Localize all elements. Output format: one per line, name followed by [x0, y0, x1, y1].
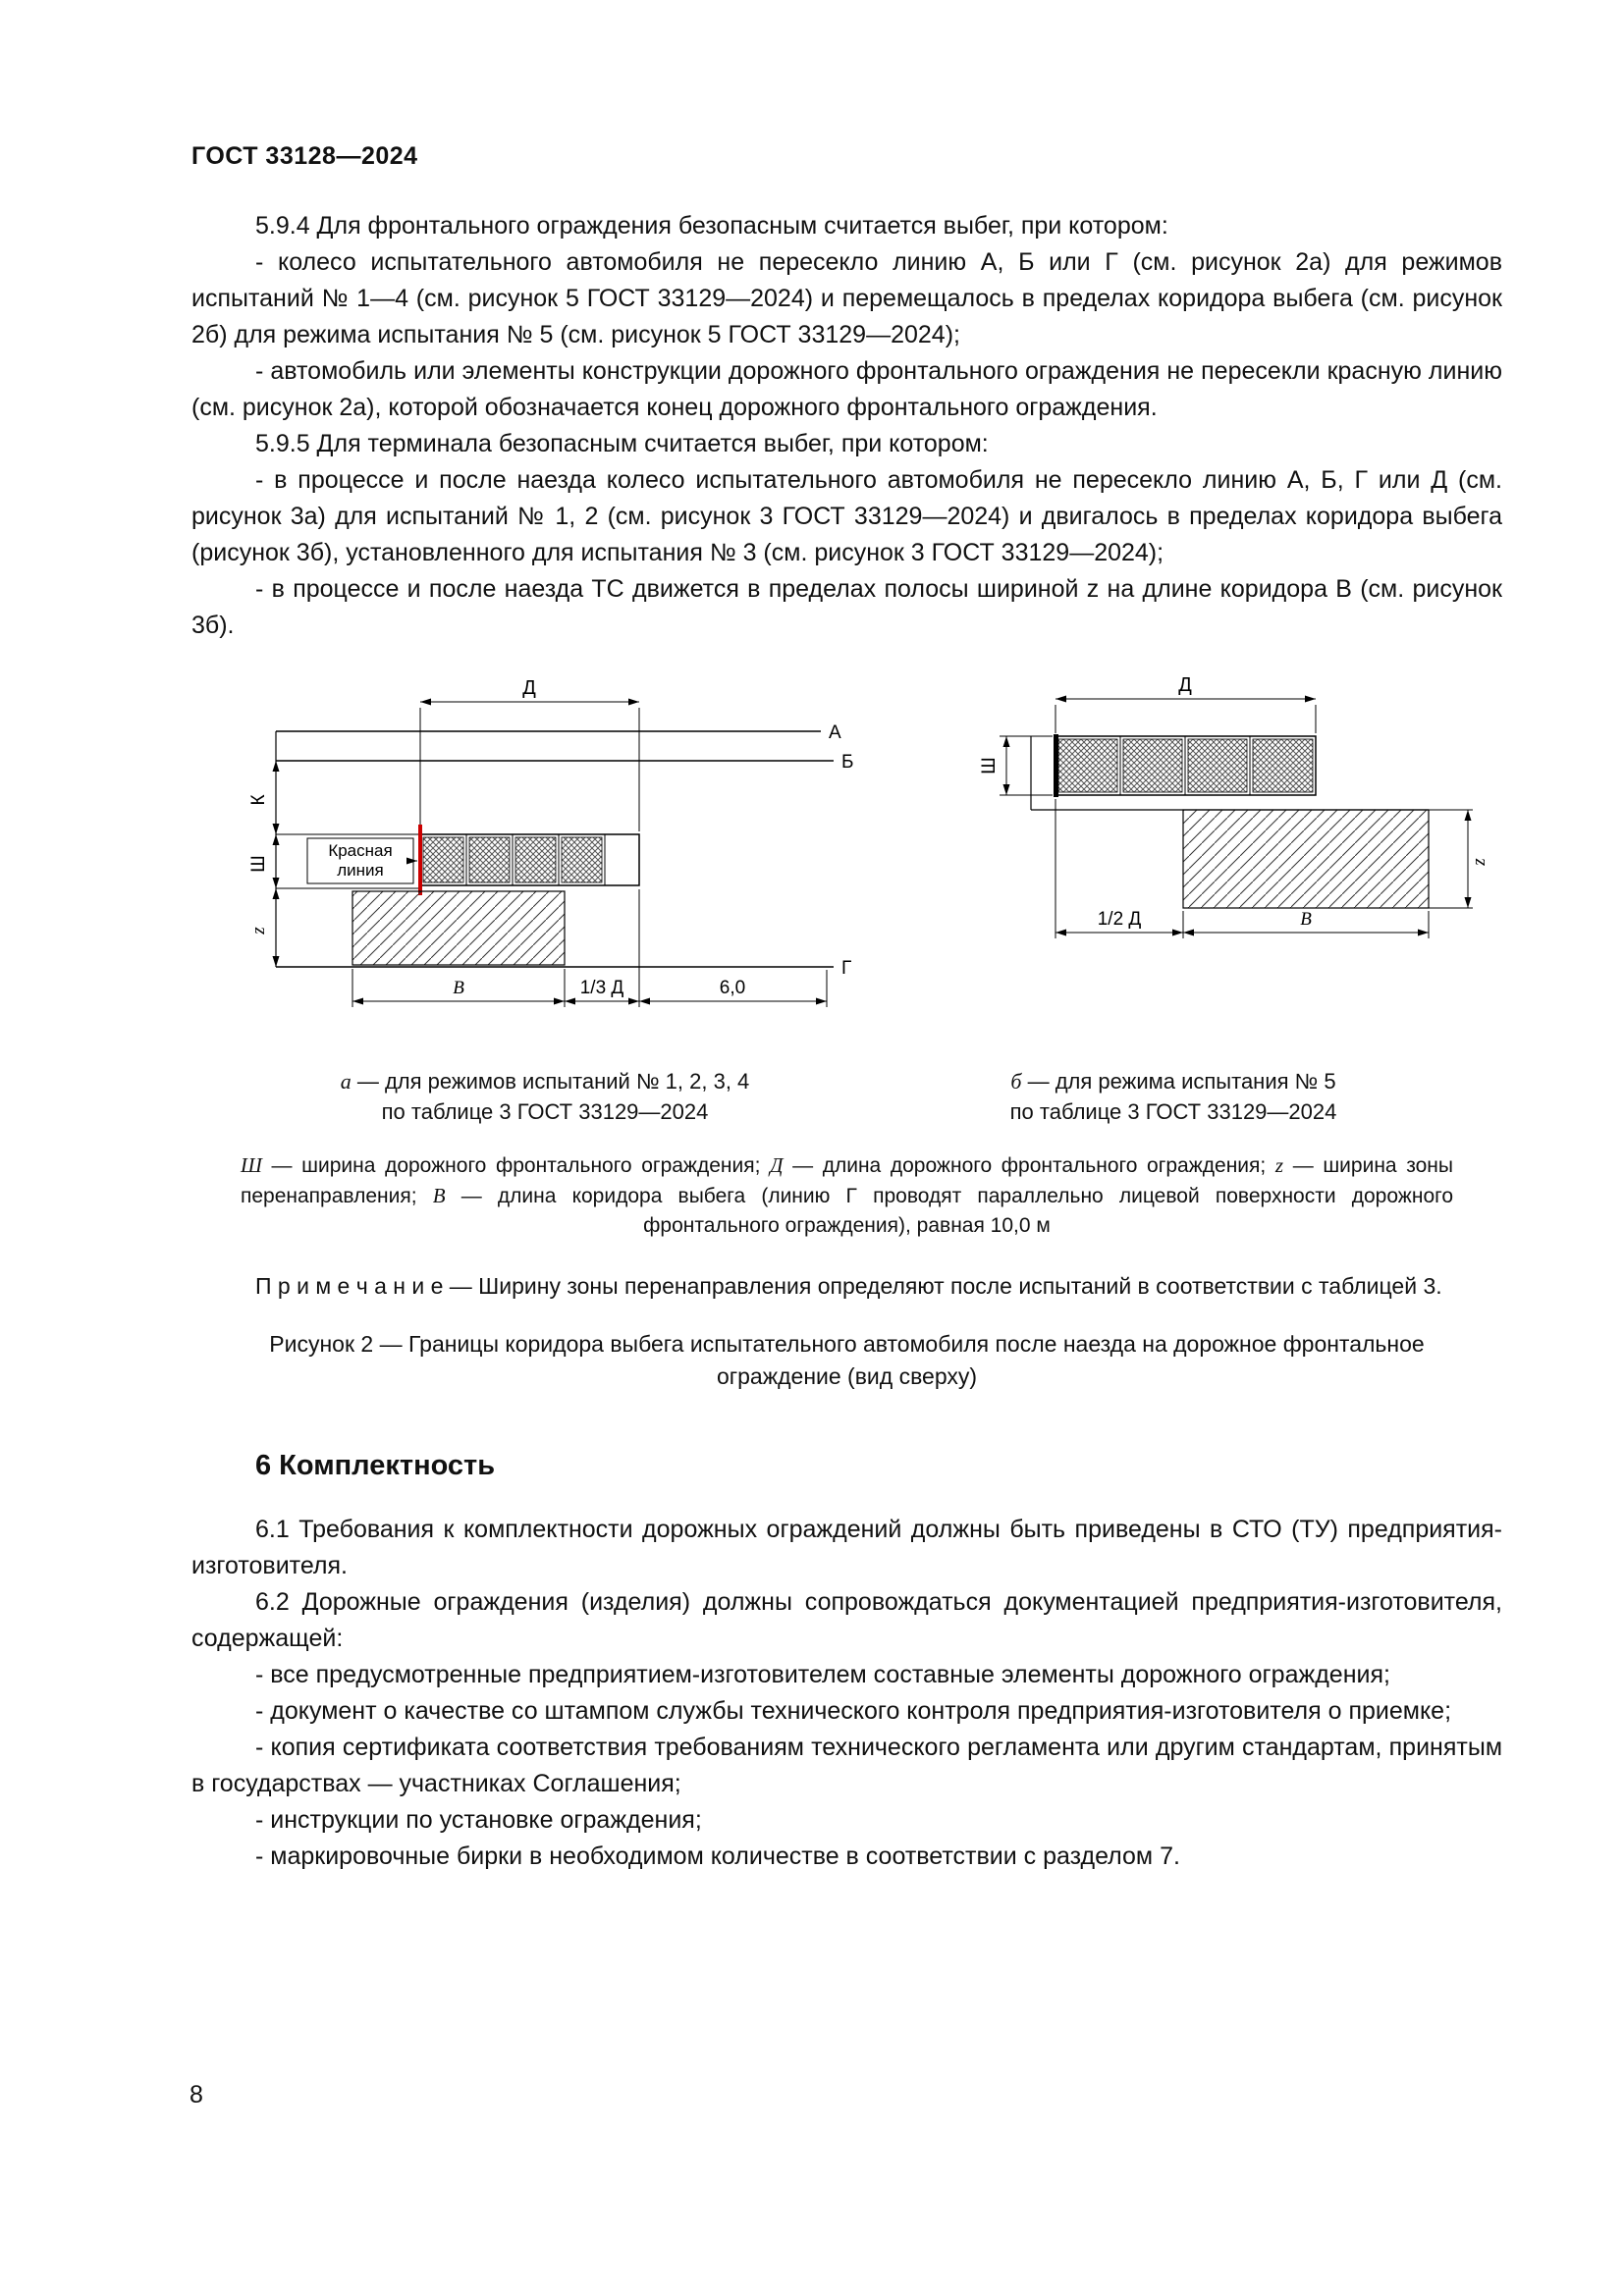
exit-corridor-zone-b	[1183, 810, 1429, 908]
caption-diagram-b	[898, 1066, 1448, 1127]
red-line-label-2: линия	[337, 861, 384, 880]
section-6-heading: 6 Комплектность	[255, 1450, 496, 1481]
caption-b-line2: по таблице 3 ГОСТ 33129—2024	[1009, 1099, 1337, 1124]
note-label: П р и м е ч а н и е	[255, 1273, 444, 1299]
legend-sym-sh: Ш	[241, 1153, 262, 1177]
doc-title: ГОСТ 33128—2024	[191, 142, 418, 170]
figure-2-diagrams	[191, 677, 1502, 1050]
figure-subcaptions	[191, 1066, 1502, 1127]
dim-d-label-b: Д	[1178, 677, 1192, 696]
paragraph-5-9-5: 5.9.5 Для терминала безопасным считается выбег, при котором:	[255, 430, 989, 457]
dim-z-label-b: z	[1469, 858, 1489, 866]
dim-d-label: Д	[522, 677, 536, 699]
dim-third-d-label: 1/3 Д	[579, 978, 624, 998]
top-dimension-d-b	[1056, 699, 1316, 733]
line-b-label: Б	[841, 752, 854, 773]
caption-b-text: — для режима испытания № 5	[1021, 1069, 1336, 1094]
page-number: 8	[189, 2081, 203, 2109]
legend-sym-d: Д	[770, 1153, 784, 1177]
figure-legend	[241, 1150, 1453, 1241]
barrier-a	[420, 834, 639, 885]
z-dimension-b	[1429, 810, 1473, 908]
caption-a-symbol: а	[340, 1069, 352, 1094]
line-g-label: Г	[841, 958, 852, 979]
figure-2-caption: Рисунок 2 — Границы коридора выбега испытательного автомобиля после наезда на дорожное фронтальное ограждение (вид сверху)	[269, 1331, 1425, 1389]
red-line-label-1: Красная	[328, 841, 393, 860]
paragraph-5-9-5-bullet-1: - в процессе и после наезда колесо испытательного автомобиля не пересекло линию А, Б, Г или Д (см. рисунок 3а) для испытаний № 1, 2 (см. рисунок 3 ГОСТ 33129—2024) и двигалось в пределах коридора выбега (рисунок 3б), установленного для испытания № 3 (см. рисунок 3 ГОСТ 33129—2024);	[191, 466, 1502, 566]
paragraph-5-9-4-bullet-2: - автомобиль или элементы конструкции дорожного фронтального ограждения не пересекли красную линию (см. рисунок 2а), которой обозначается конец дорожного фронтального ограждения.	[191, 357, 1502, 421]
dim-sh-label: Ш	[248, 855, 269, 873]
legend-sym-v: В	[432, 1184, 446, 1207]
paragraph-5-9-4-bullet-1: - колесо испытательного автомобиля не пересекло линию А, Б или Г (см. рисунок 2а) для режимов испытаний № 1—4 (см. рисунок 5 ГОСТ 33129—2024) и перемещалось в пределах коридора выбега (см. рисунок 2б) для режима испытания № 5 (см. рисунок 5 ГОСТ 33129—2024);	[191, 248, 1502, 348]
caption-a-line2: по таблице 3 ГОСТ 33129—2024	[381, 1099, 709, 1124]
line-a-label: А	[829, 722, 841, 743]
paragraph-6-2-bullet-2: - документ о качестве со штампом службы технического контроля предприятия-изготовителя о приемке;	[255, 1697, 1452, 1725]
paragraph-6-2: 6.2 Дорожные ограждения (изделия) должны сопровождаться документацией предприятия-изготовителя, содержащей:	[191, 1588, 1502, 1652]
exit-corridor-zone-a	[352, 891, 565, 965]
paragraph-6-2-bullet-4: - инструкции по установке ограждения;	[255, 1806, 702, 1834]
paragraph-6-1: 6.1 Требования к комплектности дорожных ограждений должны быть приведены в СТО (ТУ) предприятия-изготовителя.	[191, 1516, 1502, 1579]
dim-v-label-a: В	[453, 978, 464, 998]
legend-text-d: — длина дорожного фронтального ограждения;	[783, 1154, 1275, 1177]
dim-v-label-b: В	[1300, 909, 1312, 930]
paragraph-5-9-4: 5.9.4 Для фронтального ограждения безопасным считается выбег, при котором:	[255, 212, 1168, 240]
diagram-b-plan-view	[972, 677, 1502, 991]
paragraph-6-2-bullet-1: - все предусмотренные предприятием-изготовителем составные элементы дорожного ограждения;	[255, 1661, 1390, 1688]
dim-half-d-label: 1/2 Д	[1097, 909, 1142, 930]
caption-b-symbol: б	[1010, 1069, 1022, 1094]
legend-text-z: — ширина зоны перенаправления;	[241, 1154, 1453, 1207]
legend-sym-z: z	[1274, 1153, 1284, 1177]
dim-k-label: К	[248, 794, 269, 806]
caption-diagram-a	[191, 1066, 898, 1127]
note-text: — Ширину зоны перенаправления определяют после испытаний в соответствии с таблицей 3.	[443, 1273, 1442, 1299]
legend-text-sh: — ширина дорожного фронтального ограждения;	[261, 1154, 771, 1177]
note-block	[191, 1270, 1502, 1303]
dim-sh-label-b: Ш	[979, 757, 1000, 774]
dim-six-label: 6,0	[719, 978, 746, 998]
top-dimension-d	[420, 702, 639, 831]
barrier-b	[1054, 734, 1316, 797]
dim-z-label: z	[248, 927, 269, 934]
paragraph-6-2-bullet-3: - копия сертификата соответствия требованиям технического регламента или другим стандартам, принятым в государствах — участниках Соглашения;	[191, 1734, 1502, 1797]
caption-a-text: — для режимов испытаний № 1, 2, 3, 4	[351, 1069, 750, 1094]
diagram-a-plan-view	[227, 677, 875, 1050]
legend-text-v: — длина коридора выбега (линию Г проводят параллельно лицевой поверхности дорожного фронтального ограждения), равная 10,0 м	[445, 1185, 1454, 1237]
sh-dimension-b	[1000, 736, 1053, 795]
paragraph-6-2-bullet-5: - маркировочные бирки в необходимом количестве в соответствии с разделом 7.	[255, 1842, 1180, 1870]
paragraph-5-9-5-bullet-2: - в процессе и после наезда ТС движется в пределах полосы шириной z на длине коридора В (см. рисунок 3б).	[191, 575, 1502, 639]
